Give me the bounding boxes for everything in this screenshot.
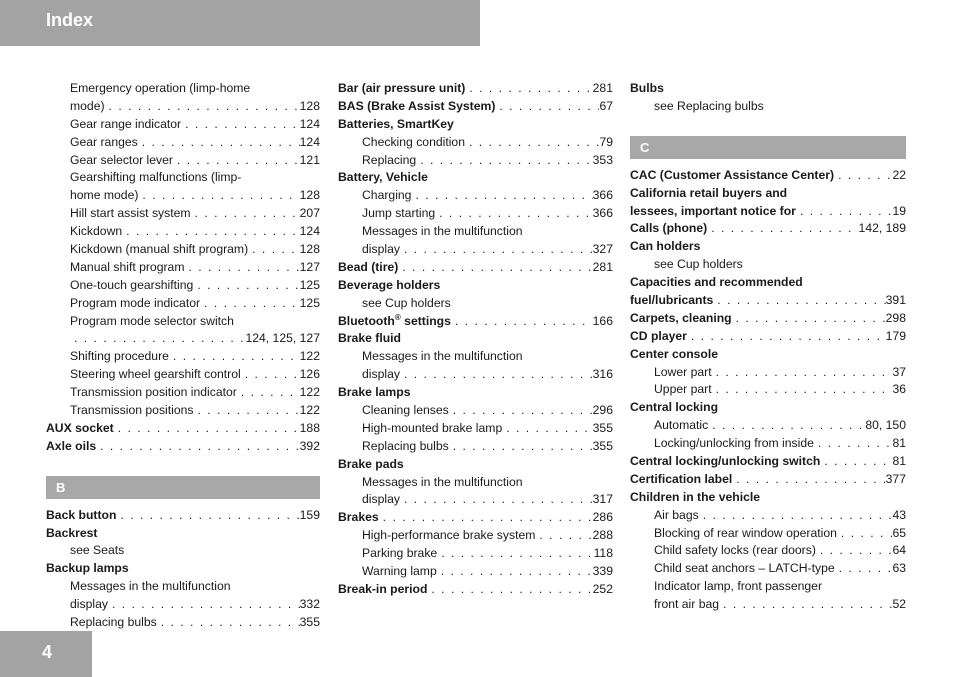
index-subentry: Manual shift program . . . 127 (46, 259, 320, 277)
index-subentry: display . . . 317 (338, 491, 613, 509)
index-entry: Backrest (46, 525, 98, 540)
index-entry: Certification label . . . 377 (630, 471, 906, 489)
index-column-2 (338, 80, 613, 599)
index-entry: Central locking/unlocking switch . . . 81 (630, 453, 906, 471)
index-entry: fuel/lubricants . . . 391 (630, 292, 906, 310)
index-subentry: Charging . . . 366 (338, 187, 613, 205)
index-entry: BAS (Brake Assist System) . . . 67 (338, 98, 613, 116)
index-subentry: mode) . . . 128 (46, 98, 320, 116)
index-subentry: Cleaning lenses . . . 296 (338, 402, 613, 420)
index-subentry: Air bags . . . 43 (630, 507, 906, 525)
index-subentry: Indicator lamp, front passenger (654, 579, 823, 594)
index-entry: Bar (air pressure unit) . . . 281 (338, 80, 613, 98)
index-entry: California retail buyers and (630, 185, 788, 200)
index-entry: Center console (630, 346, 719, 361)
index-entry: Backup lamps (46, 561, 129, 576)
page-title: Index (46, 10, 94, 30)
index-entry: CD player . . . 179 (630, 328, 906, 346)
index-entry: Central locking (630, 400, 719, 415)
section-header-c: C (630, 136, 906, 159)
index-subentry: Checking condition . . . 79 (338, 134, 613, 152)
section-header-b: B (46, 476, 320, 499)
index-entry: Can holders (630, 239, 701, 254)
index-subentry: Replacing bulbs . . . 355 (338, 438, 613, 456)
index-column-3 (630, 80, 906, 614)
index-subentry: Upper part . . . 36 (630, 381, 906, 399)
index-subentry: Emergency operation (limp-home (70, 81, 251, 95)
index-subentry: Blocking of rear window operation . . . 65 (630, 525, 906, 543)
index-entry: Break-in period . . . 252 (338, 581, 613, 599)
index-subentry: Warning lamp . . . 339 (338, 563, 613, 581)
index-subentry: Program mode indicator . . . 125 (46, 295, 320, 313)
index-entry: Calls (phone) . . . 142, 189 (630, 220, 906, 238)
index-subentry: Messages in the multifunction (362, 474, 523, 489)
header-band (0, 0, 480, 46)
index-subentry: One-touch gearshifting . . . 125 (46, 277, 320, 295)
index-subentry: Gear selector lever . . . 121 (46, 152, 320, 170)
index-entry: CAC (Customer Assistance Center) . . . 22 (630, 167, 906, 185)
index-subentry: Hill start assist system . . . 207 (46, 205, 320, 223)
page-number-tab (0, 631, 92, 677)
index-entry: Bulbs (630, 81, 664, 95)
index-subentry: Gearshifting malfunctions (limp- (70, 170, 242, 185)
index-subentry: Transmission position indicator . . . 122 (46, 384, 320, 402)
index-subentry: Steering wheel gearshift control . . . 126 (46, 366, 320, 384)
index-entry: Bead (tire) . . . 281 (338, 259, 613, 277)
index-subentry: Gear range indicator . . . 124 (46, 116, 320, 134)
index-subentry: Gear ranges . . . 124 (46, 134, 320, 152)
index-entry: Capacities and recommended (630, 275, 803, 290)
index-entry: Brake fluid (338, 331, 401, 346)
index-entry: Carpets, cleaning . . . 298 (630, 310, 906, 328)
index-entry: Bluetooth® settings . . . 166 (338, 313, 613, 331)
index-entry: Beverage holders (338, 277, 441, 292)
index-column-1 (46, 80, 320, 632)
index-subentry: Program mode selector switch (70, 313, 234, 328)
index-entry: Brake pads (338, 456, 404, 471)
index-subentry: front air bag . . . 52 (630, 596, 906, 614)
index-subentry: see Cup holders (362, 295, 451, 310)
page-number: 4 (42, 642, 53, 662)
index-subentry: home mode) . . . 128 (46, 187, 320, 205)
index-subentry: Transmission positions . . . 122 (46, 402, 320, 420)
index-subentry: Kickdown (manual shift program) . . . 128 (46, 241, 320, 259)
index-subentry: Lower part . . . 37 (630, 364, 906, 382)
index-subentry: Replacing bulbs . . . 355 (46, 614, 320, 632)
index-subentry: Messages in the multifunction (70, 579, 231, 594)
index-entry: Back button . . . 159 (46, 507, 320, 525)
index-entry: AUX socket . . . 188 (46, 420, 320, 438)
index-subentry: Jump starting . . . 366 (338, 205, 613, 223)
index-subentry: Messages in the multifunction (362, 349, 523, 364)
index-subentry: see Replacing bulbs (654, 98, 764, 113)
index-subentry: display . . . 316 (338, 366, 613, 384)
index-entry: lessees, important notice for . . . 19 (630, 203, 906, 221)
index-subentry: Shifting procedure . . . 122 (46, 348, 320, 366)
index-subentry: Messages in the multifunction (362, 224, 523, 239)
index-entry: Axle oils . . . 392 (46, 438, 320, 456)
index-subentry: see Cup holders (654, 257, 743, 272)
index-entry: Brake lamps (338, 385, 411, 400)
index-subentry: Parking brake . . . 118 (338, 545, 613, 563)
index-entry: Brakes . . . 286 (338, 509, 613, 527)
index-entry: Batteries, SmartKey (338, 116, 454, 131)
index-subentry: Child seat anchors – LATCH-type . . . 63 (630, 560, 906, 578)
index-subentry: see Seats (70, 543, 125, 558)
index-subentry: High-performance brake system . . . 288 (338, 527, 613, 545)
index-subentry: display . . . 327 (338, 241, 613, 259)
index-subentry: Locking/unlocking from inside . . . 81 (630, 435, 906, 453)
index-entry: Battery, Vehicle (338, 170, 428, 185)
index-subentry: High-mounted brake lamp . . . 355 (338, 420, 613, 438)
index-subentry: display . . . 332 (46, 596, 320, 614)
index-subentry: Replacing . . . 353 (338, 152, 613, 170)
index-subentry: Child safety locks (rear doors) . . . 64 (630, 542, 906, 560)
index-subentry: Automatic . . . 80, 150 (630, 417, 906, 435)
index-subentry: Kickdown . . . 124 (46, 223, 320, 241)
index-subentry: . . . 124, 125, 127 (46, 330, 320, 348)
index-entry: Children in the vehicle (630, 489, 761, 504)
